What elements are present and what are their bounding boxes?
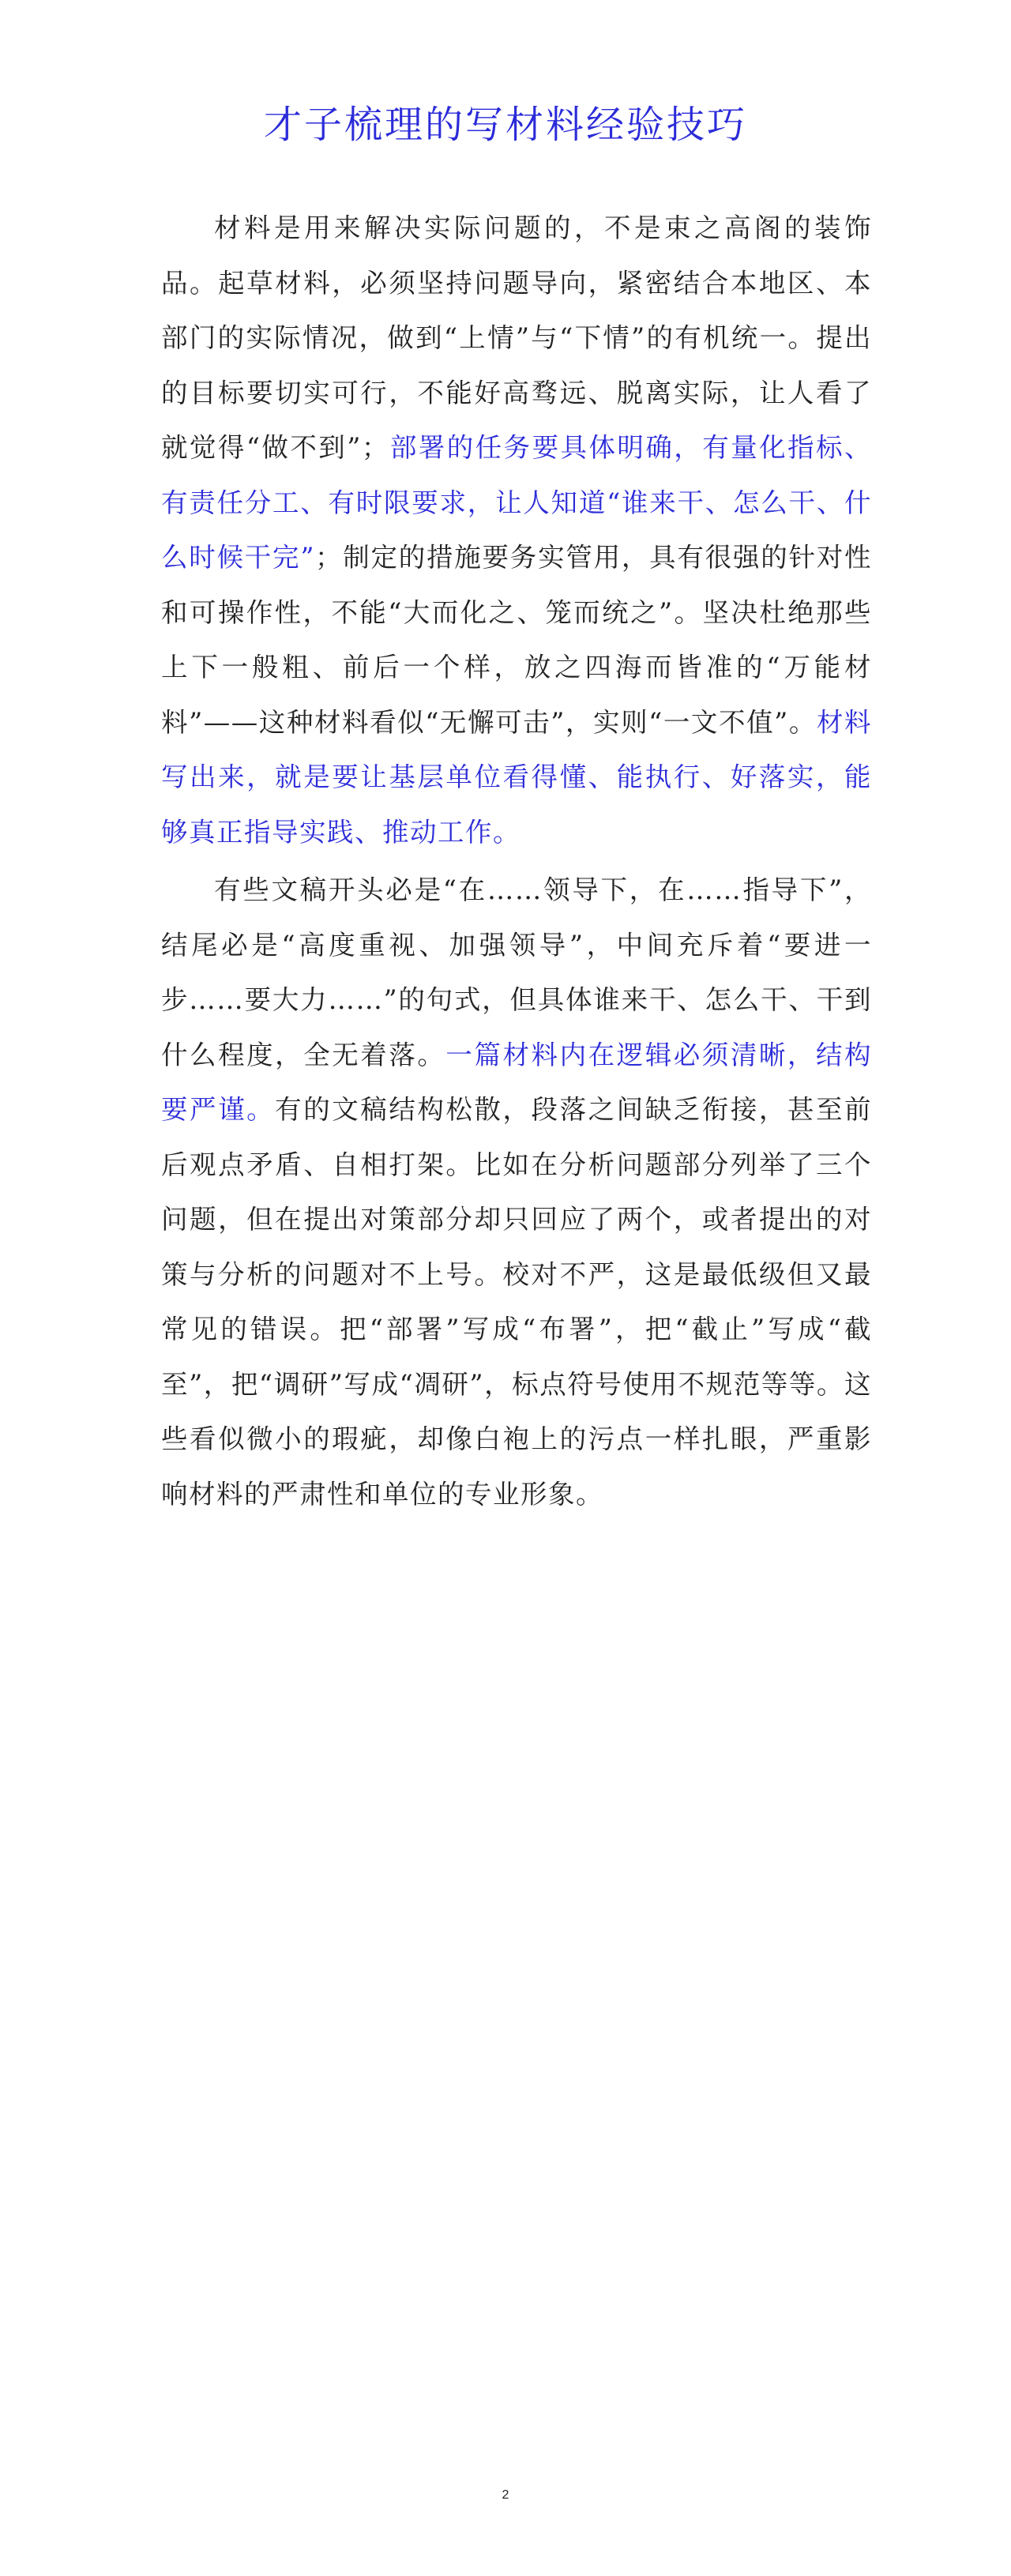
document-body	[161, 201, 872, 1525]
paragraph-2-text-continued: 有的文稿结构松散，段落之间缺乏衔接，甚至前后观点矛盾、自相打架。比如在分析问题部分列举了三个问题，但在提出对策部分却只回应了两个，或者提出的对策与分析的问题对不上号。校对不严，这是最低级但又最常见的错误。把“部署”写成“布署”，把“截止”写成“截至”，把“调研”写成“凋研”，标点符号使用不规范等等。这些看似微小的瑕疵，却像白袍上的污点一样扎眼，严重影响材料的严肃性和单位的专业形象。	[161, 1094, 873, 1510]
paragraph-2-highlight-logic: 一篇材料内在逻辑必须清晰，结构要严谨。	[161, 1039, 873, 1125]
paragraph-1-text-continued: ；制定的措施要务实管用，具有很强的针对性和可操作性，不能“大而化之、笼而统之”。坚决杜绝那些上下一般粗、前后一个样，放之四海而皆准的“万能材料”——这种材料看似“无懈可击”，实则“一文不值”。	[161, 542, 872, 738]
paragraph-1	[161, 201, 872, 859]
paragraph-2-text: 有些文稿开头必是“在……领导下，在……指导下”，结尾必是“高度重视、加强领导”，中间充斥着“要进一步……要大力……”的句式，但具体谁来干、怎么干、干到什么程度，全无着落。	[161, 874, 872, 1070]
paragraph-1-highlight-purpose: 材料写出来，就是要让基层单位看得懂、能执行、好落实，能够真正指导实践、推动工作。	[161, 706, 872, 848]
page-number: 2	[502, 2488, 509, 2502]
document-title: 才子梳理的写材料经验技巧	[263, 103, 747, 147]
paragraph-1-highlight-task: 部署的任务要具体明确，有量化指标、有责任分工、有时限要求，让人知道“谁来干、怎么干、什么时候干完”	[161, 432, 872, 573]
paragraph-1-text: 材料是用来解决实际问题的，不是束之高阁的装饰品。起草材料，必须坚持问题导向，紧密结合本地区、本部门的实际情况，做到“上情”与“下情”的有机统一。提出的目标要切实可行，不能好高骛远、脱离实际，让人看了就觉得“做不到”；	[161, 212, 872, 463]
paragraph-2	[161, 863, 872, 1521]
